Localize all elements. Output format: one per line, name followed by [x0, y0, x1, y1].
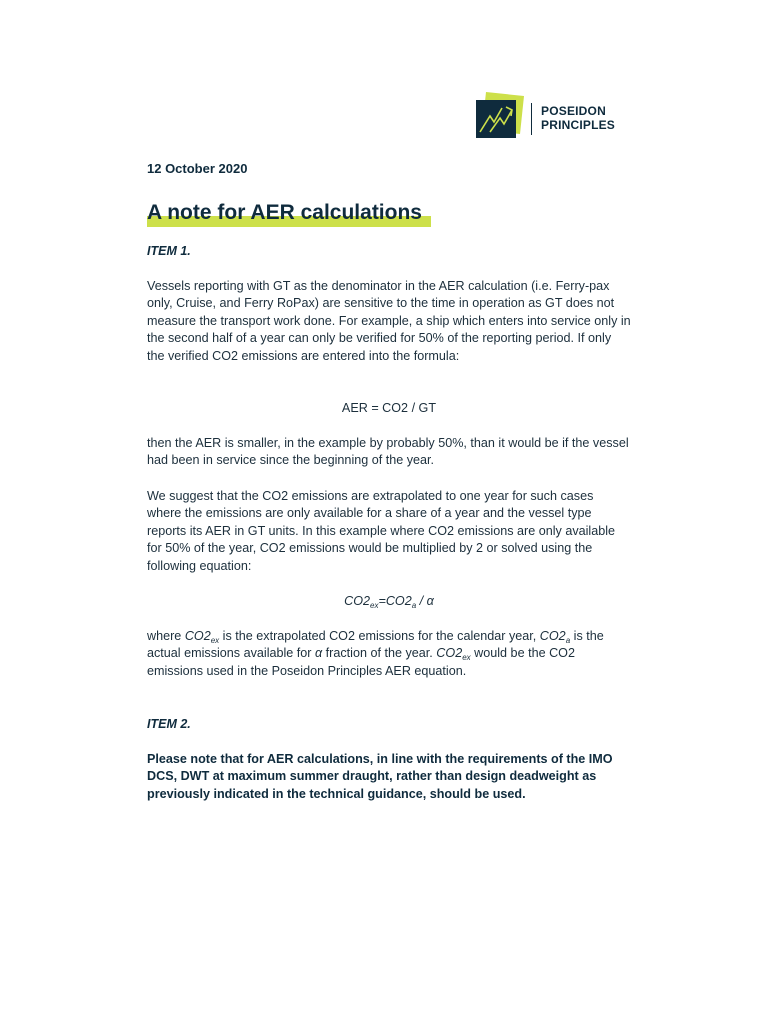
page-title: A note for AER calculations [147, 201, 422, 224]
co2-a-symbol: $CO2_a$ [539, 629, 571, 645]
formula-sub-a: a [411, 601, 417, 610]
alpha-symbol: α [315, 646, 323, 661]
extrapolation-formula [147, 594, 631, 608]
document-date: 12 October 2020 [147, 161, 248, 176]
formula-co2-ex: CO2 [344, 594, 371, 608]
logo-mark-icon [476, 92, 524, 138]
item-2-paragraph: Please note that for AER calculations, in line with the requirements of the IMO DCS, DWT at maximum summer draught, rather than design deadweight as previously indicated in the technical guidance, should be used. [147, 752, 613, 801]
item-1-label: ITEM 1. [147, 244, 191, 258]
actual-text: is the actual emissions available for [147, 629, 604, 661]
logo-divider [531, 103, 532, 135]
aer-formula: AER = CO2 / GT [341, 401, 437, 415]
formula-co2-a: CO2 [385, 594, 412, 608]
extrapolated-text: is the extrapolated CO2 emissions for the calendar year, [219, 629, 540, 643]
formula-sub-ex: ex [370, 601, 379, 610]
title-block [147, 200, 422, 226]
item-1-paragraph-2: then the AER is smaller, in the example by probably 50%, than it would be if the vessel had been in service since the beginning of the year. [147, 436, 629, 468]
item-1-paragraph-4 [147, 628, 631, 680]
used-in-text: would be the CO2 emissions used in the Poseidon Principles AER equation. [147, 646, 575, 678]
formula-divide-alpha: / α [416, 594, 434, 608]
item-1-paragraph-3: We suggest that the CO2 emissions are extrapolated to one year for such cases where the emissions are only available for a share of a year and the vessel type reports its AER in GT units. In this example where CO2 emissions are only available for 50% of the year, CO2 emissions would be multiplied by 2 or solved using the following equation: [147, 489, 616, 573]
logo-line-1: POSEIDON [541, 104, 606, 118]
logo-line-2: PRINCIPLES [541, 117, 616, 132]
where-text: where [147, 629, 185, 643]
logo-wordmark [541, 105, 615, 132]
co2-ex-symbol: $CO2_{ex}$ [184, 629, 220, 645]
item-2-label: ITEM 2. [147, 717, 191, 731]
formula-equals: = [378, 594, 386, 608]
fraction-text: fraction of the year. [322, 646, 437, 661]
item-1-paragraph-1: Vessels reporting with GT as the denominator in the AER calculation (i.e. Ferry-pax only, Cruise, and Ferry RoPax) are sensitive to the time in operation as GT does not measure the transport work done. For example, a ship which enters into service only in the second half of a year can only be verified for 50% of the reporting period. If only the verified CO2 emissions are entered into the formula: [147, 279, 631, 363]
co2-ex-symbol-2: $CO2_{ex}$ [436, 646, 471, 663]
